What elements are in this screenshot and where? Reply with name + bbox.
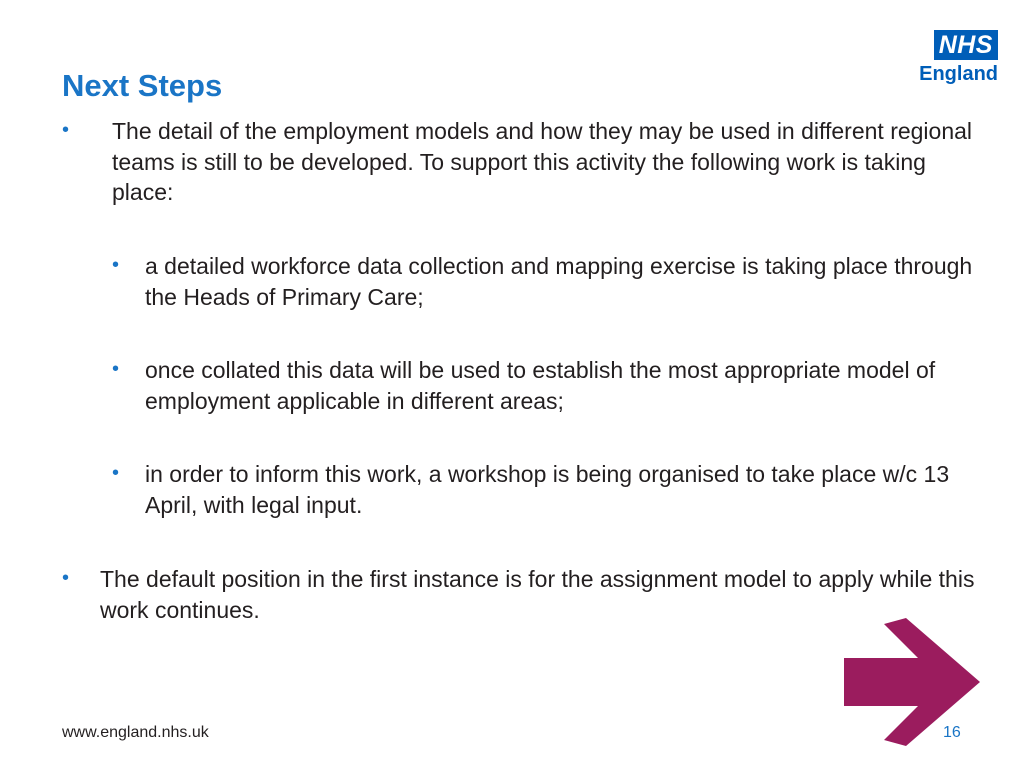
sub-bullet-item: in order to inform this work, a workshop is being organised to take place w/c 13 April, with legal input. bbox=[145, 461, 950, 518]
next-arrow-icon[interactable] bbox=[844, 618, 984, 746]
bullet-item: The detail of the employment models and how they may be used in different regional teams is still to be developed. To support this activity the following work is taking place: bbox=[112, 118, 973, 205]
sub-bullet-item: once collated this data will be used to establish the most appropriate model of employment applicable in different areas; bbox=[145, 357, 936, 414]
bullet-marker: • bbox=[62, 119, 70, 141]
bullet-marker: • bbox=[62, 567, 70, 589]
sub-bullet-item: a detailed workforce data collection and mapping exercise is taking place through the Heads of Primary Care; bbox=[145, 253, 973, 310]
bullet-item: The default position in the first instance is for the assignment model to apply while this work continues. bbox=[100, 566, 975, 623]
footer-url: www.england.nhs.uk bbox=[62, 724, 209, 741]
nhs-england-logo bbox=[902, 30, 998, 86]
nhs-logo-box: NHS bbox=[934, 30, 998, 60]
sub-bullet-marker: • bbox=[112, 254, 120, 276]
page-number: 16 bbox=[943, 724, 961, 741]
england-logo-text: England bbox=[919, 63, 998, 85]
sub-bullet-marker: • bbox=[112, 462, 120, 484]
slide-title: Next Steps bbox=[62, 68, 223, 103]
sub-bullet-marker: • bbox=[112, 358, 120, 380]
